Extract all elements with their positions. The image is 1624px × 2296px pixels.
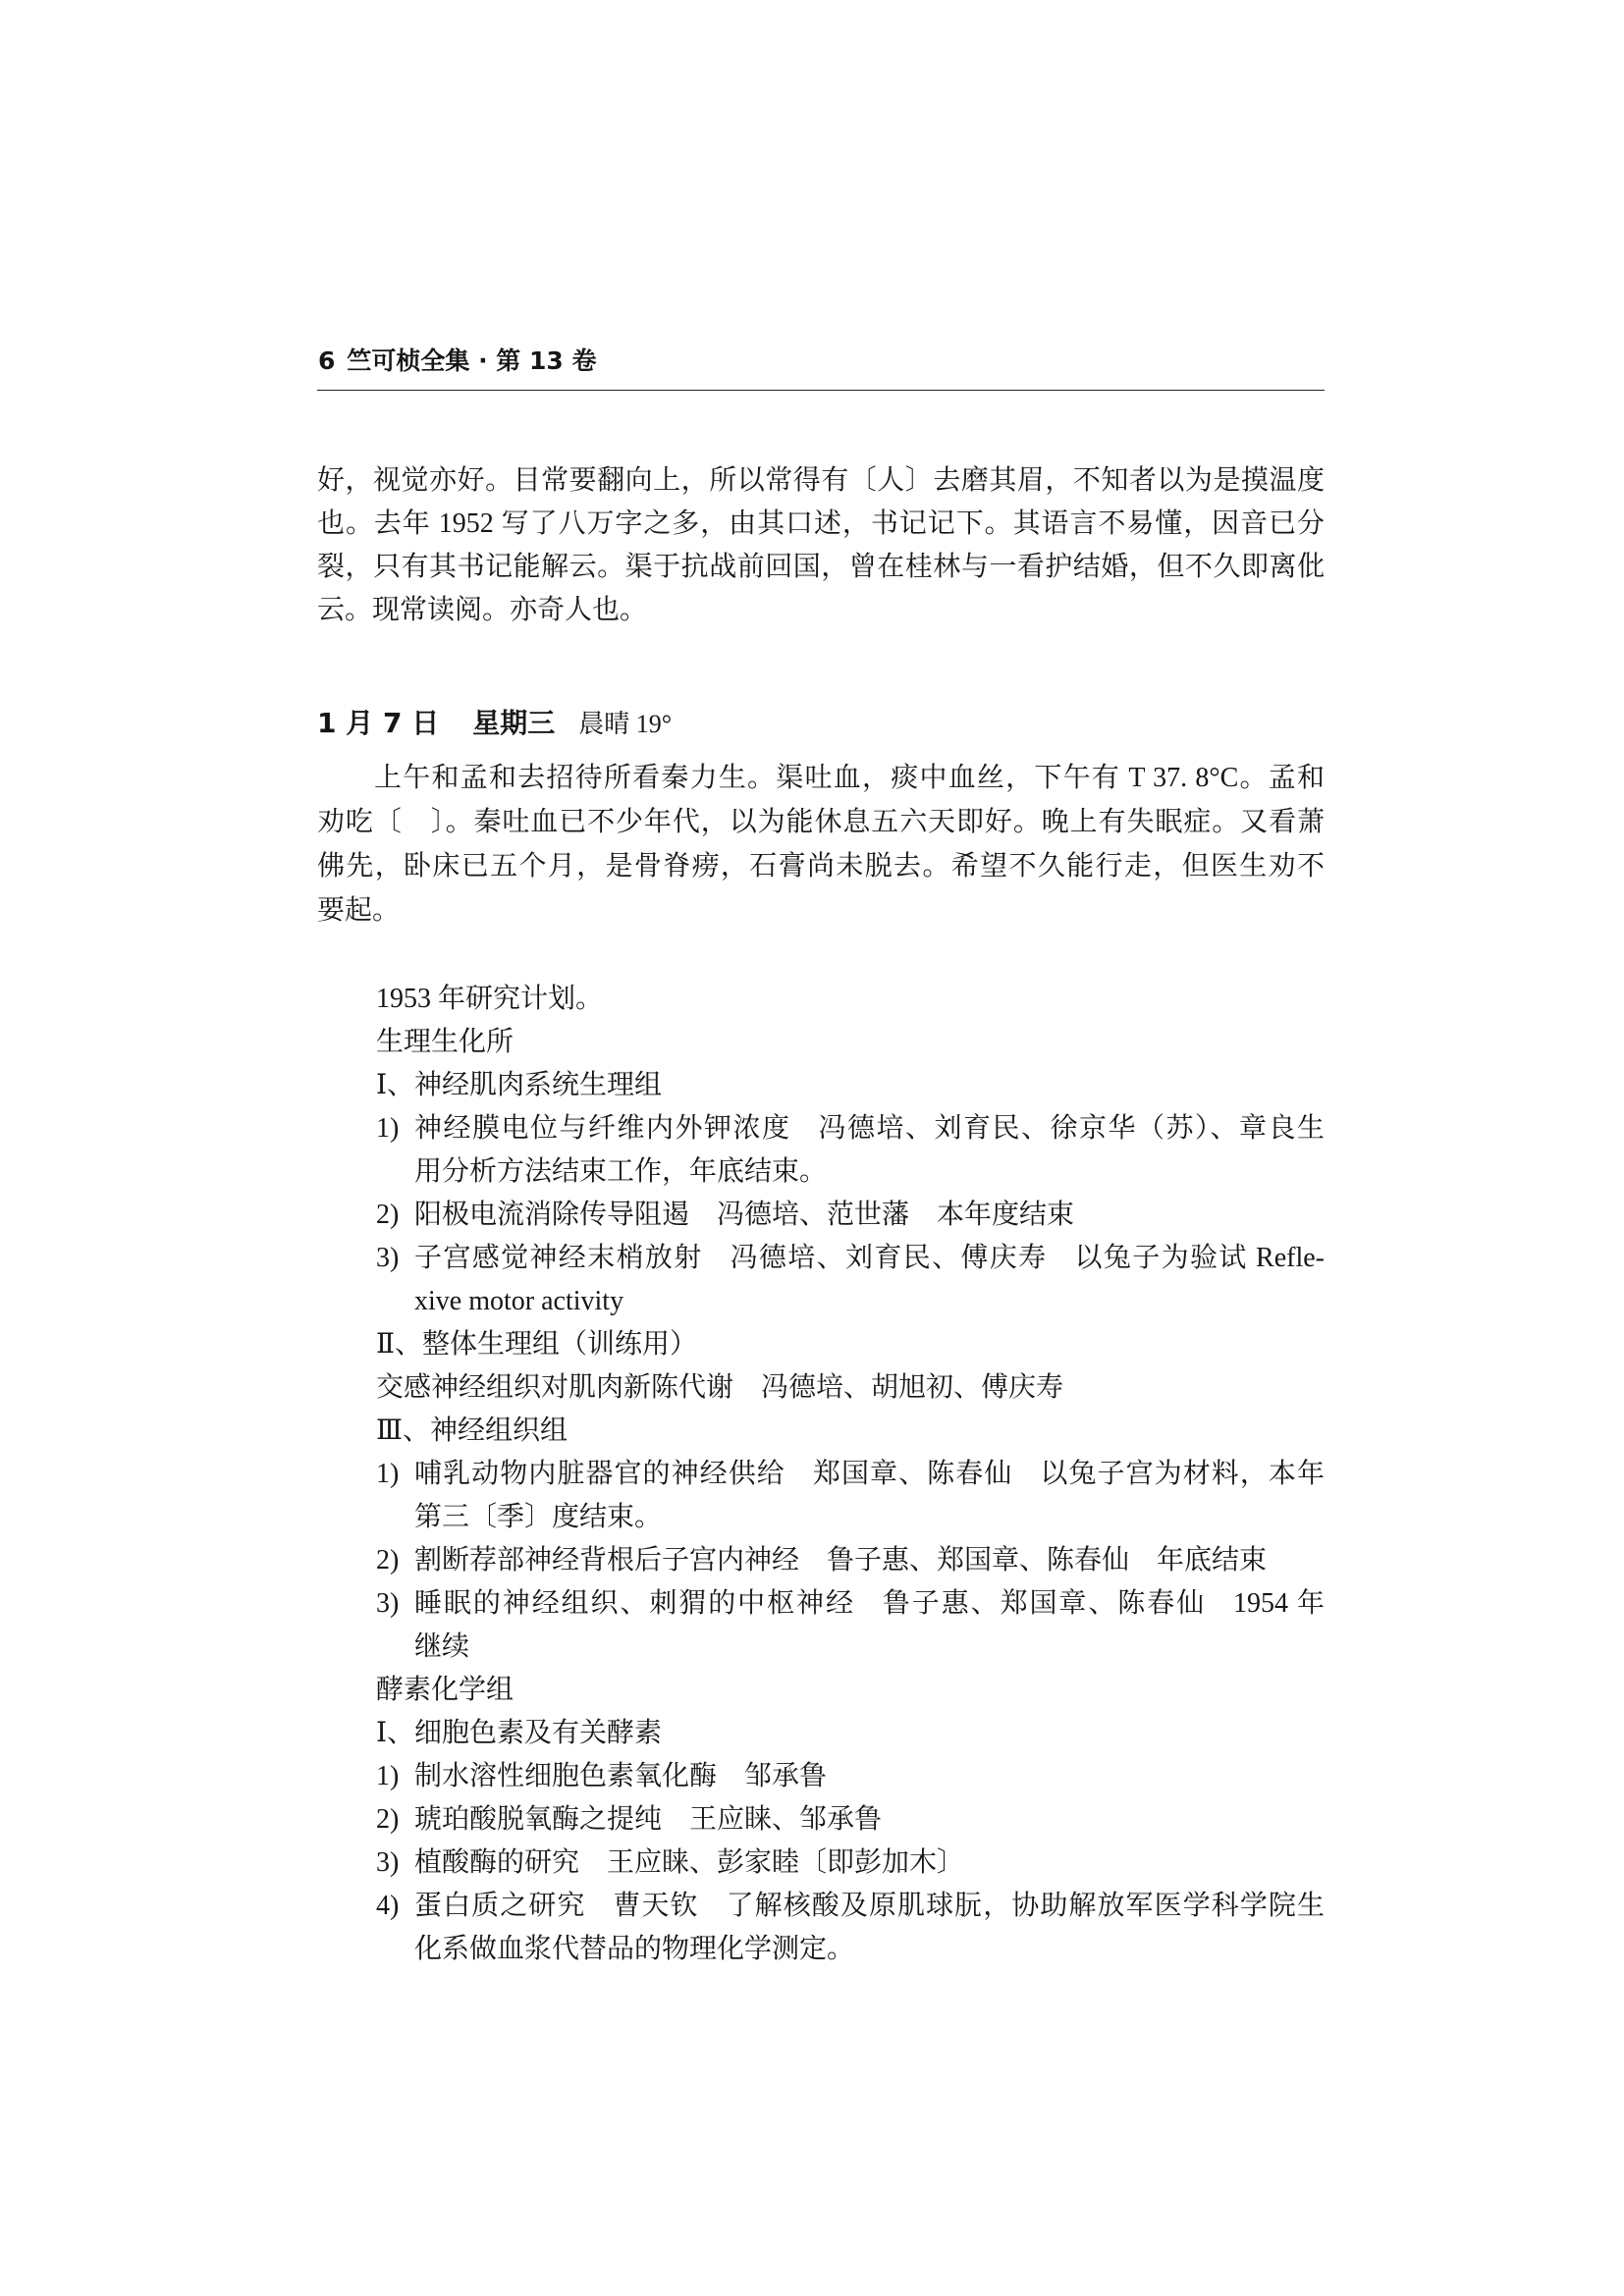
plan-line <box>376 978 1325 1021</box>
line-text <box>414 1928 1325 1971</box>
text-segment: 植酸酶的研究 <box>414 1847 580 1878</box>
plan-line <box>376 1885 1325 1928</box>
plan-line <box>376 1626 1325 1669</box>
text-segment: 本年度结束 <box>937 1200 1075 1230</box>
paragraph-line: 要起。 <box>317 895 401 926</box>
line-text <box>414 1237 1325 1280</box>
paragraph-line: 佛先，卧床已五个月，是骨脊痨，石膏尚未脱去。希望不久能行走，但医生劝不 <box>317 851 1325 881</box>
plan-line <box>376 1712 1325 1755</box>
plan-line <box>376 1755 1325 1798</box>
research-plan-list <box>376 978 1325 1971</box>
text-segment: 王应睐、邹承鲁 <box>689 1804 883 1835</box>
item-number: 1) <box>376 1761 400 1791</box>
text-segment: 冯德培、刘育民、傅庆寿 <box>730 1243 1048 1273</box>
plan-line <box>376 1323 1325 1366</box>
entry-weather: 晨晴 19° <box>578 710 673 738</box>
plan-line <box>376 1150 1325 1194</box>
line-text <box>414 1453 1325 1496</box>
item-number: 2) <box>376 1545 400 1575</box>
plan-line <box>376 1669 1325 1712</box>
text-segment: 酵素化学组 <box>376 1675 514 1705</box>
line-text <box>376 1410 1325 1453</box>
item-number: 3) <box>376 1588 400 1619</box>
entry-paragraph <box>317 756 1325 933</box>
text-segment: 化系做血浆代替品的物理化学测定。 <box>414 1934 855 1964</box>
text-segment: Ⅱ、整体生理组（训练用） <box>376 1329 698 1360</box>
text-segment: 邹承鲁 <box>744 1761 828 1791</box>
plan-line <box>376 1496 1325 1539</box>
text-segment: 冯德培、胡旭初、傅庆寿 <box>761 1372 1064 1403</box>
paragraph-line: 上午和孟和去招待所看秦力生。渠吐血，痰中血丝，下午有 T 37. 8°C。孟和 <box>374 763 1325 793</box>
plan-line <box>376 1237 1325 1280</box>
text-segment: 1954 年 <box>1233 1588 1325 1619</box>
line-text <box>414 1280 1325 1323</box>
plan-line <box>376 1798 1325 1842</box>
line-text <box>414 1539 1325 1582</box>
item-number: 2) <box>376 1804 400 1835</box>
line-text <box>376 1323 1325 1366</box>
text-segment: 蛋白质之研究 <box>414 1891 586 1921</box>
text-segment: 鲁子惠、郑国章、陈春仙 <box>882 1588 1207 1619</box>
text-segment: 生理生化所 <box>376 1027 514 1057</box>
line-text <box>376 1366 1325 1410</box>
paragraph-line: 也。去年 1952 写了八万字之多，由其口述，书记记下。其语言不易懂，因音已分 <box>317 508 1325 539</box>
text-segment: 琥珀酸脱氧酶之提纯 <box>414 1804 663 1835</box>
plan-line <box>376 1107 1325 1150</box>
line-text <box>414 1798 1325 1842</box>
line-text <box>414 1194 1325 1237</box>
line-text <box>414 1496 1325 1539</box>
text-segment: 交感神经组织对肌肉新陈代谢 <box>376 1372 734 1403</box>
plan-line <box>376 1194 1325 1237</box>
plan-line <box>376 1539 1325 1582</box>
line-text <box>414 1755 1325 1798</box>
text-segment: Ⅲ、神经组织组 <box>376 1415 568 1446</box>
text-segment: 制水溶性细胞色素氧化酶 <box>414 1761 718 1791</box>
text-segment: 以兔子为验试 Refle- <box>1074 1243 1325 1273</box>
line-text <box>414 1582 1325 1626</box>
text-segment: 冯德培、范世藩 <box>717 1200 910 1230</box>
line-text <box>376 1064 1325 1107</box>
text-segment: 郑国章、陈春仙 <box>812 1459 1013 1489</box>
text-segment: 第三〔季〕度结束。 <box>414 1502 663 1532</box>
plan-line <box>376 1582 1325 1626</box>
line-text <box>414 1885 1325 1928</box>
text-segment: 哺乳动物内脏器官的神经供给 <box>414 1459 785 1489</box>
diary-entry-heading <box>317 702 672 745</box>
entry-weekday: 星期三 <box>472 707 556 739</box>
item-number: 3) <box>376 1243 400 1273</box>
text-segment: 以兔子宫为材料，本年 <box>1040 1459 1325 1489</box>
plan-line <box>376 1842 1325 1885</box>
entry-date: 1 月 7 日 <box>317 707 440 739</box>
line-text <box>414 1626 1325 1669</box>
paragraph-line: 好，视觉亦好。目常要翻向上，所以常得有〔人〕去磨其眉，不知者以为是摸温度 <box>317 465 1325 496</box>
paragraph-line: 劝吃〔 〕。秦吐血已不少年代，以为能休息五六天即好。晚上有失眠症。又看萧 <box>317 807 1325 837</box>
plan-line <box>376 1064 1325 1107</box>
text-segment: 用分析方法结束工作，年底结束。 <box>414 1156 828 1187</box>
line-text <box>414 1150 1325 1194</box>
plan-line <box>376 1928 1325 1971</box>
text-segment: 神经膜电位与纤维内外钾浓度 <box>414 1113 791 1144</box>
plan-line <box>376 1366 1325 1410</box>
text-segment: 继续 <box>414 1631 470 1662</box>
text-segment: Ⅰ、神经肌肉系统生理组 <box>376 1070 663 1100</box>
line-text <box>376 1712 1325 1755</box>
item-number: 1) <box>376 1113 400 1144</box>
plan-line <box>376 1021 1325 1064</box>
text-segment: 割断荐部神经背根后子宫内神经 <box>414 1545 800 1575</box>
plan-line <box>376 1410 1325 1453</box>
header-rule <box>317 390 1325 391</box>
item-number: 2) <box>376 1200 400 1230</box>
line-text <box>414 1842 1325 1885</box>
text-segment: 王应睐、彭家睦〔即彭加木〕 <box>607 1847 965 1878</box>
text-segment: xive motor activity <box>414 1286 624 1316</box>
text-segment: 年底结束 <box>1157 1545 1268 1575</box>
text-segment: 鲁子惠、郑国章、陈春仙 <box>827 1545 1130 1575</box>
text-segment: 曹天钦 <box>613 1891 699 1921</box>
continued-paragraph <box>317 459 1325 632</box>
page-number: 6 <box>318 347 336 375</box>
item-number: 3) <box>376 1847 400 1878</box>
plan-line <box>376 1453 1325 1496</box>
text-segment: 子宫感觉神经末梢放射 <box>414 1243 703 1273</box>
paragraph-line: 裂，只有其书记能解云。渠于抗战前回国，曾在桂林与一看护结婚，但不久即离仳 <box>317 552 1325 582</box>
running-title: 竺可桢全集 · 第 13 卷 <box>347 347 597 375</box>
text-segment: 冯德培、刘育民、徐京华（苏）、章良生 <box>818 1113 1325 1144</box>
paragraph-line: 云。现常读阅。亦奇人也。 <box>317 595 648 625</box>
line-text <box>376 978 1325 1021</box>
line-text <box>376 1021 1325 1064</box>
plan-line <box>376 1280 1325 1323</box>
item-number: 4) <box>376 1891 400 1921</box>
line-text <box>376 1669 1325 1712</box>
text-segment: Ⅰ、细胞色素及有关酵素 <box>376 1718 663 1748</box>
text-segment: 1953 年研究计划。 <box>376 984 604 1014</box>
running-head <box>318 342 597 381</box>
text-segment: 睡眠的神经组织、刺猬的中枢神经 <box>414 1588 855 1619</box>
text-segment: 了解核酸及原肌球朊，协助解放军医学科学院生 <box>726 1891 1325 1921</box>
item-number: 1) <box>376 1459 400 1489</box>
line-text <box>414 1107 1325 1150</box>
text-segment: 阳极电流消除传导阻遏 <box>414 1200 690 1230</box>
